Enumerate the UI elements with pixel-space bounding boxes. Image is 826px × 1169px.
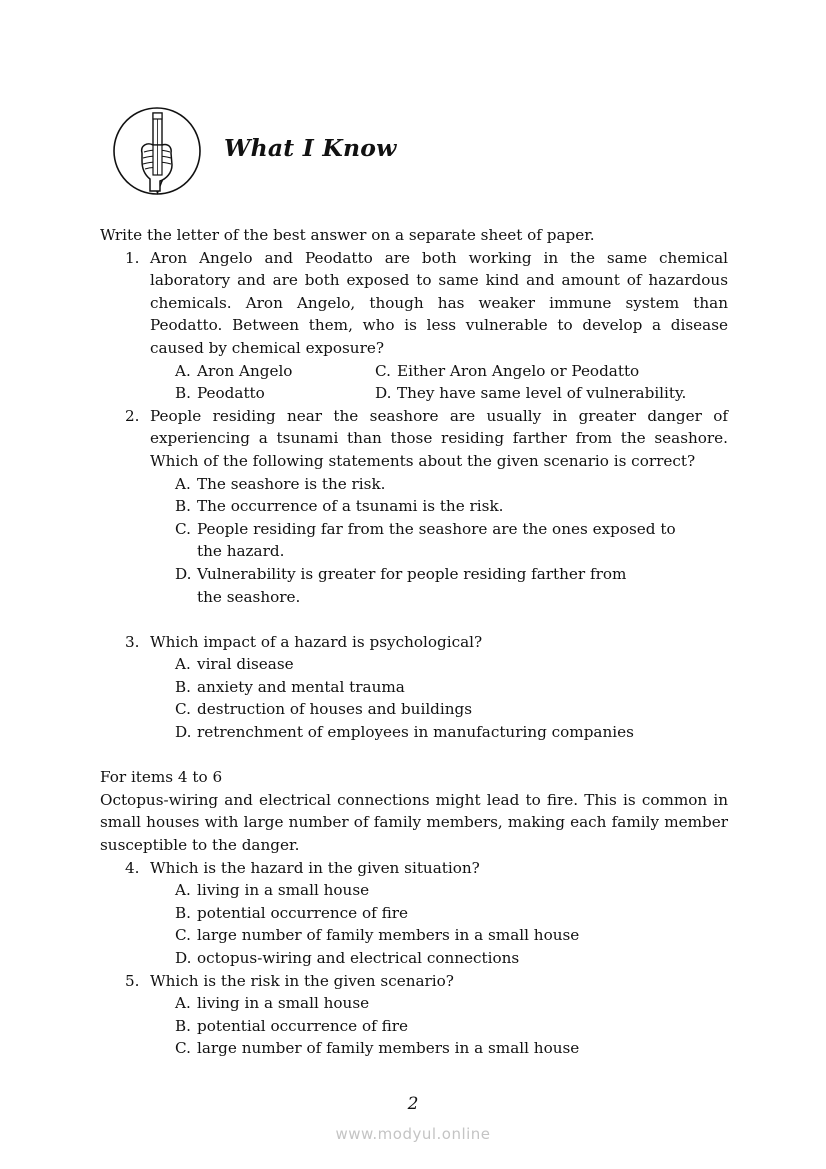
option-text: living in a small house	[197, 994, 370, 1013]
option-text: Peodatto	[197, 384, 265, 403]
option-letter: B.	[175, 903, 191, 922]
option-letter: C.	[375, 361, 391, 380]
option-list	[150, 473, 728, 609]
option-text: The seashore is the risk.	[197, 474, 386, 493]
option-item	[150, 902, 728, 925]
option-item	[150, 992, 728, 1015]
question-list	[100, 247, 728, 744]
option-letter: A.	[175, 655, 191, 674]
question-text: Which is the risk in the given scenario?	[150, 971, 454, 990]
option-letter: A.	[175, 361, 191, 380]
question-number: 4.	[125, 858, 140, 877]
watermark: www.modyul.online	[335, 1125, 491, 1143]
option-letter: C.	[175, 1039, 191, 1058]
question-number: 2.	[125, 406, 140, 425]
option-letter: D.	[175, 723, 192, 742]
spacer	[100, 744, 728, 767]
option-text: destruction of houses and buildings	[197, 700, 473, 719]
option-letter: D.	[175, 564, 192, 583]
option-list	[150, 360, 728, 405]
option-item	[150, 360, 375, 383]
option-item	[150, 382, 375, 405]
option-item	[150, 698, 728, 721]
question-item	[100, 970, 728, 1060]
question-item	[100, 631, 728, 744]
section-title: What I Know	[224, 134, 397, 162]
page-number: 2	[407, 1094, 419, 1114]
option-letter: B.	[175, 1016, 191, 1035]
option-text: Either Aron Angelo or Peodatto	[397, 361, 640, 380]
option-text: Vulnerability is greater for people residing farther from the seashore.	[197, 564, 627, 606]
option-item	[150, 879, 728, 902]
question-item	[100, 247, 728, 405]
option-text: retrenchment of employees in manufacturing companies	[197, 723, 634, 742]
option-text: anxiety and mental trauma	[197, 677, 405, 696]
option-list	[150, 653, 728, 743]
option-item	[150, 1015, 728, 1038]
option-item	[150, 1037, 728, 1060]
option-text: They have same level of vulnerability.	[397, 384, 687, 403]
option-letter: A.	[175, 474, 191, 493]
option-item	[375, 360, 728, 383]
option-text: octopus-wiring and electrical connections	[197, 949, 520, 967]
option-letter: B.	[175, 497, 191, 516]
option-text: large number of family members in a small house	[197, 1039, 580, 1058]
option-text: The occurrence of a tsunami is the risk.	[197, 497, 504, 516]
question-item	[100, 405, 728, 608]
question-number: 1.	[125, 248, 140, 267]
option-text: living in a small house	[197, 881, 370, 900]
option-text: viral disease	[197, 655, 294, 674]
option-text: potential occurrence of fire	[197, 903, 408, 922]
option-letter: D.	[175, 949, 192, 967]
option-item	[150, 653, 728, 676]
question-text: Which is the hazard in the given situation?	[150, 858, 480, 877]
option-letter: B.	[175, 384, 191, 403]
question-number: 3.	[125, 632, 140, 651]
option-item	[150, 721, 728, 744]
spacer	[100, 608, 728, 631]
option-item	[375, 382, 728, 405]
option-letter: A.	[175, 881, 191, 900]
option-letter: B.	[175, 677, 191, 696]
option-letter: D.	[375, 384, 392, 403]
question-text: Which impact of a hazard is psychological?	[150, 632, 483, 651]
option-item	[150, 563, 728, 608]
option-text: potential occurrence of fire	[197, 1016, 408, 1035]
option-item	[150, 676, 728, 699]
question-text: Aron Angelo and Peodatto are both working in the same chemical laboratory and are both exposed to same kind and amount of hazardous chemicals. Aron Angelo, though has weaker immune system than Peodatto. Between them, who is less vulnerable to develop a disease caused by chemical exposure?	[150, 248, 728, 357]
option-text: Aron Angelo	[197, 361, 293, 380]
option-item	[150, 495, 728, 518]
question-list	[100, 857, 728, 1060]
hand-holding-pencil-icon	[112, 105, 202, 197]
instruction-text: Write the letter of the best answer on a separate sheet of paper.	[100, 226, 595, 244]
question-text: People residing near the seashore are usually in greater danger of experiencing a tsunami than those residing farther from the seashore. Which of the following statements about the given scenario is correct?	[150, 406, 728, 470]
assessment-content	[100, 224, 728, 1060]
option-item	[150, 947, 728, 970]
option-item	[150, 518, 728, 563]
group-scenario: Octopus-wiring and electrical connections might lead to fire. This is common in small houses with large number of family members, making each family member susceptible to the danger.	[100, 790, 728, 855]
option-letter: C.	[175, 519, 191, 538]
option-letter: C.	[175, 926, 191, 945]
option-text: People residing far from the seashore are the ones exposed to the hazard.	[197, 519, 676, 561]
question-number: 5.	[125, 971, 140, 990]
group-heading: For items 4 to 6	[100, 768, 223, 787]
option-list	[150, 879, 728, 969]
option-letter: C.	[175, 700, 191, 719]
question-item	[100, 857, 728, 970]
option-item	[150, 924, 728, 947]
option-item	[150, 473, 728, 496]
option-letter: A.	[175, 994, 191, 1013]
option-text: large number of family members in a small house	[197, 926, 580, 945]
option-list	[150, 992, 728, 1060]
